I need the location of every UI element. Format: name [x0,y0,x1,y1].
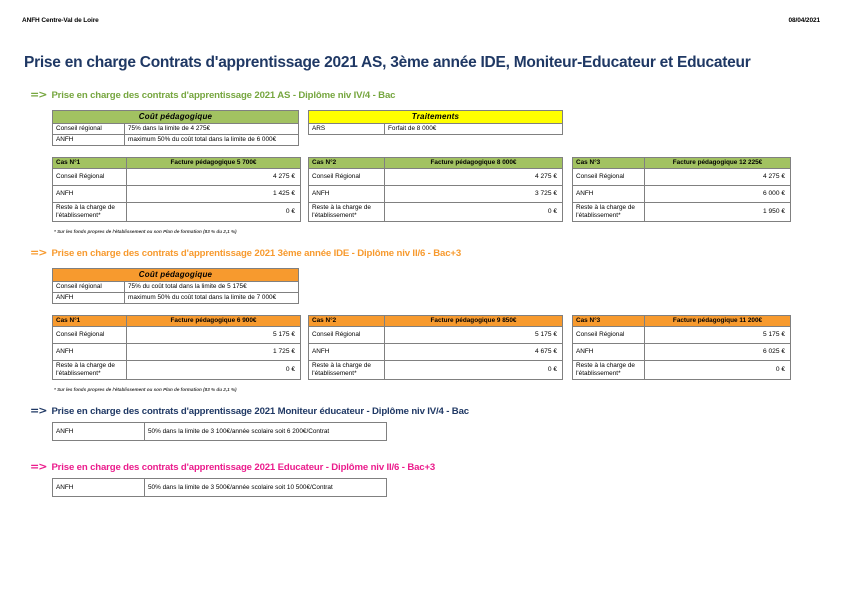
moniteur-table [52,422,387,441]
educateur-table [52,478,387,497]
case-name: Cas N°2 [309,316,385,327]
cell-value: 4 275 € [385,169,563,186]
case-invoice: Facture pédagogique 12 225€ [645,158,791,169]
cell-label: ANFH [309,186,385,203]
document-header [0,17,842,31]
ide-footnote: * Sur les fonds propres de l'établissement ou son Plan de formation (83 % du 2,1 %) [54,387,237,392]
arrow-icon: => [30,88,47,101]
section-heading-as [30,88,395,101]
cell-value: 0 € [127,203,301,222]
cell-label: Reste à la charge de l'établissement* [53,361,127,380]
cell-label: ANFH [53,135,125,146]
table-row [309,203,563,222]
cell-value: 4 275 € [645,169,791,186]
cell-label: Conseil Régional [573,327,645,344]
section-heading-ide [30,246,461,259]
cell-value: 0 € [385,203,563,222]
ide-case-2-table [308,315,563,380]
as-treatments-table [308,110,563,135]
cell-label: Reste à la charge de l'établissement* [573,361,645,380]
case-name: Cas N°3 [573,158,645,169]
arrow-icon: => [30,460,47,473]
table-row [573,169,791,186]
as-case-1-table [52,157,301,222]
cell-value: 50% dans la limite de 3 100€/année scolaire soit 6 200€/Contrat [145,423,387,441]
cell-value: 4 675 € [385,344,563,361]
section-heading-moniteur-label: Prise en charge des contrats d'apprentissage 2021 Moniteur éducateur - Diplôme niv IV/4 - Bac [51,406,469,417]
ide-cost-table [52,268,299,304]
cell-value: 0 € [385,361,563,380]
case-name: Cas N°1 [53,316,127,327]
table-row [53,423,387,441]
as-case-2-table [308,157,563,222]
cell-label: ANFH [573,186,645,203]
table-row [53,269,299,282]
cell-value: 50% dans la limite de 3 500€/année scolaire soit 10 500€/Contrat [145,479,387,497]
section-heading-as-label: Prise en charge des contrats d'apprentissage 2021 AS - Diplôme niv IV/4 - Bac [51,90,396,101]
cell-value: maximum 50% du coût total dans la limite de 7 000€ [125,293,299,304]
table-row [309,327,563,344]
table-row [53,186,301,203]
cell-label: ANFH [573,344,645,361]
cell-value: 75% du coût total dans la limite de 5 175€ [125,282,299,293]
table-row [53,344,301,361]
cell-label: Reste à la charge de l'établissement* [53,203,127,222]
case-name: Cas N°1 [53,158,127,169]
table-row [53,316,301,327]
arrow-icon: => [30,404,47,417]
cell-label: ARS [309,124,385,135]
cell-value: 6 025 € [645,344,791,361]
as-case-3-table [572,157,791,222]
cell-value: 1 425 € [127,186,301,203]
cell-value: 3 725 € [385,186,563,203]
cell-value: 1 950 € [645,203,791,222]
table-row [309,124,563,135]
table-row [309,344,563,361]
table-row [309,186,563,203]
section-heading-moniteur [30,404,469,417]
cell-label: ANFH [53,293,125,304]
case-invoice: Facture pédagogique 6 900€ [127,316,301,327]
ide-case-1-table [52,315,301,380]
cell-value: 0 € [645,361,791,380]
case-invoice: Facture pédagogique 5 700€ [127,158,301,169]
as-treatments-table-title: Traitements [309,111,563,124]
cell-label: ANFH [53,479,145,497]
cell-value: 1 725 € [127,344,301,361]
table-row [53,293,299,304]
table-row [573,203,791,222]
cell-value: 5 175 € [385,327,563,344]
cell-label: Conseil régional [53,282,125,293]
cell-value: 0 € [127,361,301,380]
cell-label: Reste à la charge de l'établissement* [309,203,385,222]
table-row [53,479,387,497]
as-cost-table-title: Coût pédagogique [53,111,299,124]
cell-label: ANFH [53,344,127,361]
case-invoice: Facture pédagogique 9 850€ [385,316,563,327]
table-row [573,327,791,344]
table-row [53,111,299,124]
cell-value: 5 175 € [645,327,791,344]
cell-value: 75% dans la limite de 4 275€ [125,124,299,135]
cell-label: ANFH [53,423,145,441]
table-row [309,361,563,380]
table-row [53,327,301,344]
table-row [309,316,563,327]
cell-label: Reste à la charge de l'établissement* [309,361,385,380]
cell-label: ANFH [53,186,127,203]
cell-label: Conseil Régional [53,327,127,344]
cell-value: Forfait de 8 000€ [385,124,563,135]
case-invoice: Facture pédagogique 8 000€ [385,158,563,169]
section-heading-educateur [30,460,435,473]
table-row [309,158,563,169]
cell-value: 5 175 € [127,327,301,344]
ide-cost-table-title: Coût pédagogique [53,269,299,282]
ide-case-3-table [572,315,791,380]
cell-value: 6 000 € [645,186,791,203]
table-row [53,158,301,169]
cell-label: Reste à la charge de l'établissement* [573,203,645,222]
as-footnote: * Sur les fonds propres de l'établissement ou son Plan de formation (83 % du 2,1 %) [54,229,237,234]
table-row [573,361,791,380]
table-row [573,316,791,327]
case-invoice: Facture pédagogique 11 200€ [645,316,791,327]
table-row [53,282,299,293]
table-row [53,169,301,186]
table-row [573,344,791,361]
table-row [53,124,299,135]
table-row [53,203,301,222]
case-name: Cas N°3 [573,316,645,327]
header-date: 08/04/2021 [788,17,820,24]
table-row [573,158,791,169]
as-cost-table [52,110,299,146]
section-heading-educateur-label: Prise en charge des contrats d'apprentissage 2021 Educateur - Diplôme niv II/6 - Bac+3 [51,462,436,473]
cell-label: ANFH [309,344,385,361]
header-organization: ANFH Centre-Val de Loire [22,17,99,24]
table-row [53,135,299,146]
cell-label: Conseil Régional [309,327,385,344]
case-name: Cas N°2 [309,158,385,169]
table-row [309,111,563,124]
section-heading-ide-label: Prise en charge des contrats d'apprentissage 2021 3ème année IDE - Diplôme niv II/6 - Bac+3 [51,248,462,259]
table-row [573,186,791,203]
cell-label: Conseil régional [53,124,125,135]
cell-value: maximum 50% du coût total dans la limite de 6 000€ [125,135,299,146]
table-row [53,361,301,380]
cell-label: Conseil Régional [309,169,385,186]
page-title: Prise en charge Contrats d'apprentissage 2021 AS, 3ème année IDE, Moniteur-Educateur et Educateur [24,54,751,71]
arrow-icon: => [30,246,47,259]
cell-value: 4 275 € [127,169,301,186]
cell-label: Conseil Régional [53,169,127,186]
cell-label: Conseil Régional [573,169,645,186]
table-row [309,169,563,186]
